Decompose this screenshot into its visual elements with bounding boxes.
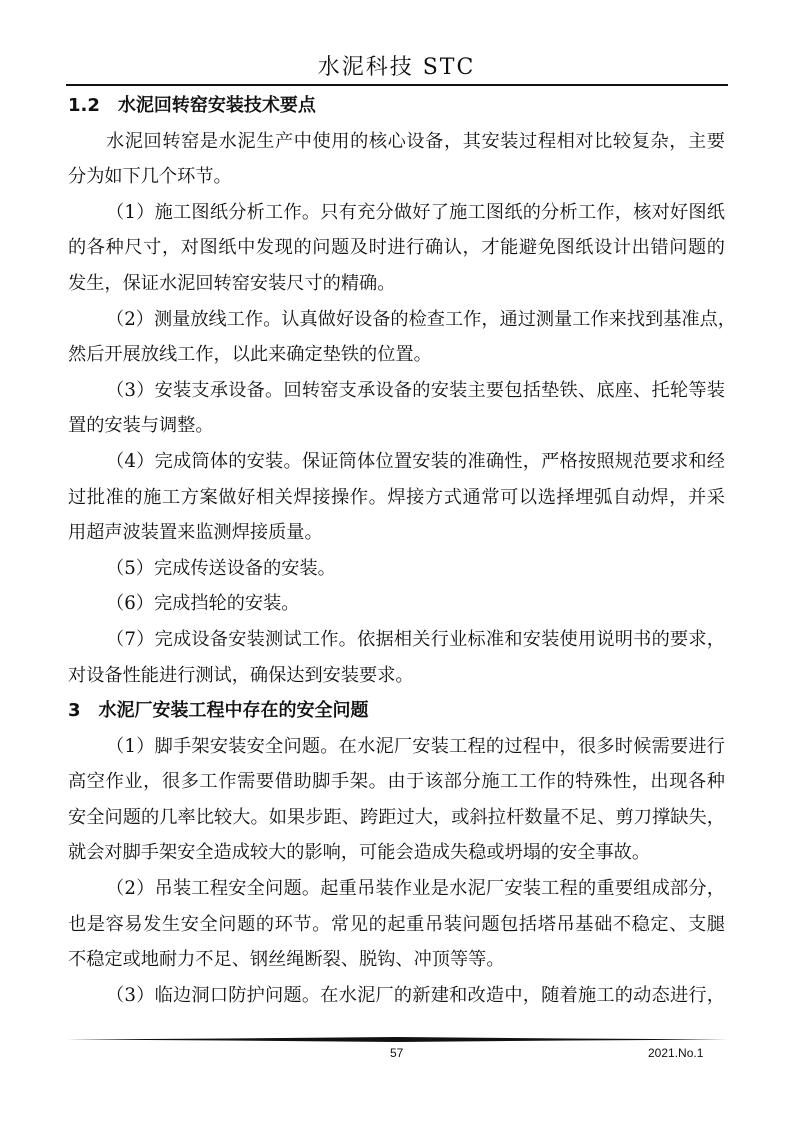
document-body	[68, 88, 736, 1013]
paragraph-line: 然后开展放线工作，以此来确定垫铁的位置。	[68, 344, 432, 366]
paragraph-line: 用超声波装置来监测焊接质量。	[68, 522, 323, 544]
header-rule	[66, 84, 728, 86]
paragraph-line: 就会对脚手架安全造成较大的影响，可能会造成失稳或坍塌的安全事故。	[68, 842, 651, 864]
paragraph-line: 的各种尺寸，对图纸中发现的问题及时进行确认，才能避免图纸设计出错问题的	[68, 237, 725, 259]
paragraph-line: 也是容易发生安全问题的环节。常见的起重吊装问题包括塔吊基础不稳定、支腿	[68, 913, 725, 935]
paragraph-line: （6）完成挡轮的安装。	[106, 593, 300, 615]
paragraph-line: （2）吊装工程安全问题。起重吊装作业是水泥厂安装工程的重要组成部分，	[106, 878, 725, 900]
paragraph-line: （1）脚手架安装安全问题。在水泥厂安装工程的过程中，很多时候需要进行	[106, 735, 725, 757]
journal-header-title: 水泥科技 STC	[317, 55, 476, 80]
paragraph-line: 发生，保证水泥回转窑安装尺寸的精确。	[68, 272, 396, 294]
paragraph-line: （7）完成设备安装测试工作。依据相关行业标准和安装使用说明书的要求，	[106, 628, 725, 650]
paragraph-line: （5）完成传送设备的安装。	[106, 557, 336, 579]
page-number: 57	[390, 1046, 404, 1060]
paragraph-line: 安全问题的几率比较大。如果步距、跨距过大，或斜拉杆数量不足、剪刀撑缺失，	[68, 806, 725, 828]
paragraph-line: （3）安装支承设备。回转窑支承设备的安装主要包括垫铁、底座、托轮等装	[106, 379, 725, 401]
paragraph-line: 对设备性能进行测试，确保达到安装要求。	[68, 664, 414, 686]
section-heading: 1.2 水泥回转窑安装技术要点	[68, 95, 316, 116]
paragraph-line: 过批准的施工方案做好相关焊接操作。焊接方式通常可以选择埋弧自动焊，并采	[68, 486, 725, 508]
section-heading: 3 水泥厂安装工程中存在的安全问题	[68, 700, 369, 722]
paragraph-line: （3）临边洞口防护问题。在水泥厂的新建和改造中，随着施工的动态进行，	[106, 984, 725, 1006]
paragraph-line: 置的安装与调整。	[68, 415, 214, 437]
paragraph-line: 高空作业，很多工作需要借助脚手架。由于该部分施工工作的特殊性，出现各种	[68, 771, 725, 793]
paragraph-line: 分为如下几个环节。	[68, 166, 232, 188]
footer-rule	[66, 1037, 728, 1042]
paragraph-line: （4）完成筒体的安装。保证筒体位置安装的准确性，严格按照规范要求和经	[106, 450, 725, 472]
paragraph-line: （2）测量放线工作。认真做好设备的检查工作，通过测量工作来找到基准点，	[106, 308, 736, 330]
paragraph-line: （1）施工图纸分析工作。只有充分做好了施工图纸的分析工作，核对好图纸	[106, 201, 725, 223]
issue-number: 2021.No.1	[648, 1046, 704, 1060]
paragraph-line: 水泥回转窑是水泥生产中使用的核心设备，其安装过程相对比较复杂，主要	[106, 130, 725, 152]
paragraph-line: 不稳定或地耐力不足、钢丝绳断裂、脱钩、冲顶等等。	[68, 949, 505, 971]
